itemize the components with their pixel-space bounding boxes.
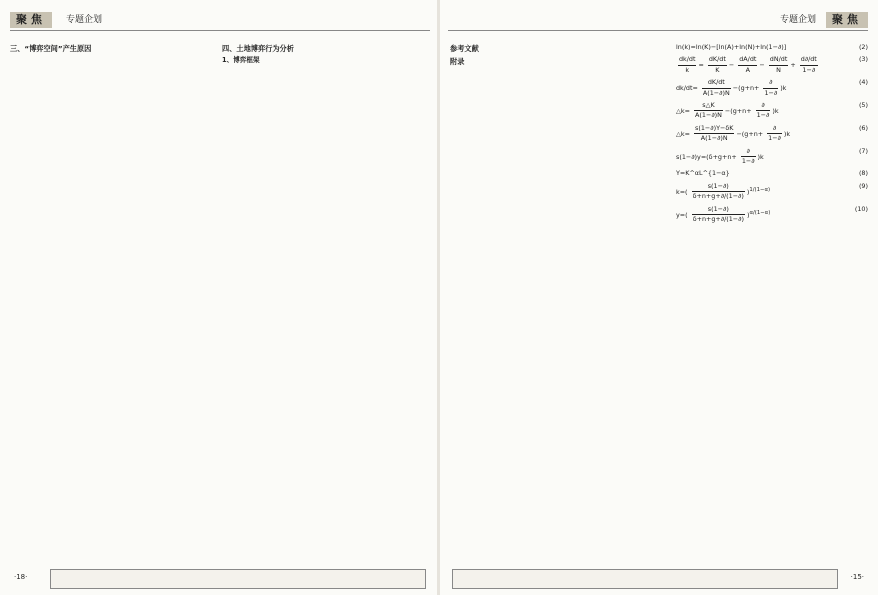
footer-note: [452, 569, 838, 589]
fraction: $\frac{s(1-\partial)}{\delta+n+g+\partial/(1-\partial)}$: [692, 204, 744, 224]
left-page-header: [0, 10, 438, 32]
fraction: $\frac{d\partial/dt}{1-\partial}$: [800, 55, 817, 74]
fraction: $\frac{dA/dt}{A}$: [739, 55, 757, 74]
right-page-footer: [448, 567, 868, 589]
equation: [676, 43, 868, 52]
fraction: $\frac{s(1-\partial)}{\delta+n+g+\partial/(1-\partial)}$: [692, 181, 744, 201]
fraction: $\frac{dN/dt}{N}$: [769, 55, 788, 74]
fraction: $\frac{s(1-\partial)Y-\delta K}{A(1-\partial)N}$: [695, 123, 734, 143]
equation: k=( $\frac{s(1-\partial)}{\delta+n+g+\partial/(1-\partial)}$ )$^{1/(1-\alpha)}$ (9): [676, 181, 868, 201]
header-rule: [448, 30, 868, 31]
left-page-column-1: [10, 40, 206, 552]
equation-number: (8): [858, 169, 868, 178]
footer-note: [50, 569, 426, 589]
equation-number: (2): [858, 43, 868, 51]
section-title: 专题企划: [779, 15, 816, 25]
left-page: [0, 0, 438, 595]
magazine-brand: 聚焦: [826, 12, 868, 28]
equation: dk/dt= $\frac{dK/dt}{A(1-\partial)N}$ −(g+n+ $\frac{\partial}{1-\partial}$ )k (4): [676, 78, 868, 97]
equation-number: (9): [858, 181, 868, 190]
left-page-column-2: [222, 40, 428, 552]
header-rule: [10, 30, 430, 31]
equation-text: Y=K^αL^{1−α}: [676, 169, 730, 178]
page-number: ·18·: [14, 573, 28, 581]
fraction: $\frac{\partial}{1-\partial}$: [756, 101, 770, 120]
section-heading: 三、“博弈空间”产生原因: [10, 44, 92, 53]
equation: s(1−∂)y=(δ+g+n+ $\frac{\partial}{1-\partial}$ )k (7): [676, 146, 868, 166]
right-page: [440, 0, 878, 595]
references-heading: 参考文献: [450, 44, 479, 53]
equation: △k= $\frac{s\triangle K}{A(1-\partial)N}$ −(g+n+ $\frac{\partial}{1-\partial}$ )k (5): [676, 101, 868, 120]
equation-number: (4): [858, 78, 868, 87]
subsection-heading: 1、博弈框架: [222, 56, 260, 65]
appendix-heading: 附录: [450, 57, 465, 67]
equation-number: (7): [858, 146, 868, 155]
equation: y=( $\frac{s(1-\partial)}{\delta+n+g+\partial/(1-\partial)}$ )$^{\alpha/(1-\alpha)}$ (10): [676, 204, 868, 224]
fraction: $\frac{dk/dt}{k}$: [679, 55, 696, 74]
equation-number: (10): [854, 204, 868, 213]
fraction: $\frac{\partial}{1-\partial}$: [764, 78, 778, 97]
page-number: ·15·: [850, 573, 864, 581]
equation-number: (6): [858, 123, 868, 132]
section-title: 专题企划: [66, 15, 103, 25]
equation: [676, 169, 868, 178]
right-page-header: [440, 10, 878, 32]
fraction: $\frac{s\triangle K}{A(1-\partial)N}$: [695, 101, 722, 120]
fraction: $\frac{\partial}{1-\partial}$: [741, 146, 755, 166]
fraction: $\frac{dK/dt}{A(1-\partial)N}$: [702, 78, 730, 97]
equation: $\frac{dk/dt}{k}$ = $\frac{dK/dt}{K}$ − $\frac{dA/dt}{A}$ − $\frac{dN/dt}{N}$ + $\frac{d\partial/dt}{1-\partial}$ (3): [679, 55, 868, 74]
magazine-brand: 聚焦: [10, 12, 52, 28]
fraction: $\frac{dK/dt}{K}$: [708, 55, 726, 74]
equation-number: (3): [858, 55, 868, 64]
section-heading: 四、土地博弈行为分析: [222, 44, 294, 53]
right-page-column-1: [450, 40, 660, 552]
equation-text: ln(k)=ln(K)−[ln(A)+ln(N)+ln(1−∂)]: [676, 43, 787, 51]
equation: △k= $\frac{s(1-\partial)Y-\delta K}{A(1-\partial)N}$ −(g+n+ $\frac{\partial}{1-\partial}$ )k (6): [676, 123, 868, 143]
equation-number: (5): [858, 101, 868, 110]
left-page-footer: [10, 567, 430, 589]
right-page-column-2: [676, 40, 868, 552]
fraction: $\frac{\partial}{1-\partial}$: [768, 123, 781, 143]
